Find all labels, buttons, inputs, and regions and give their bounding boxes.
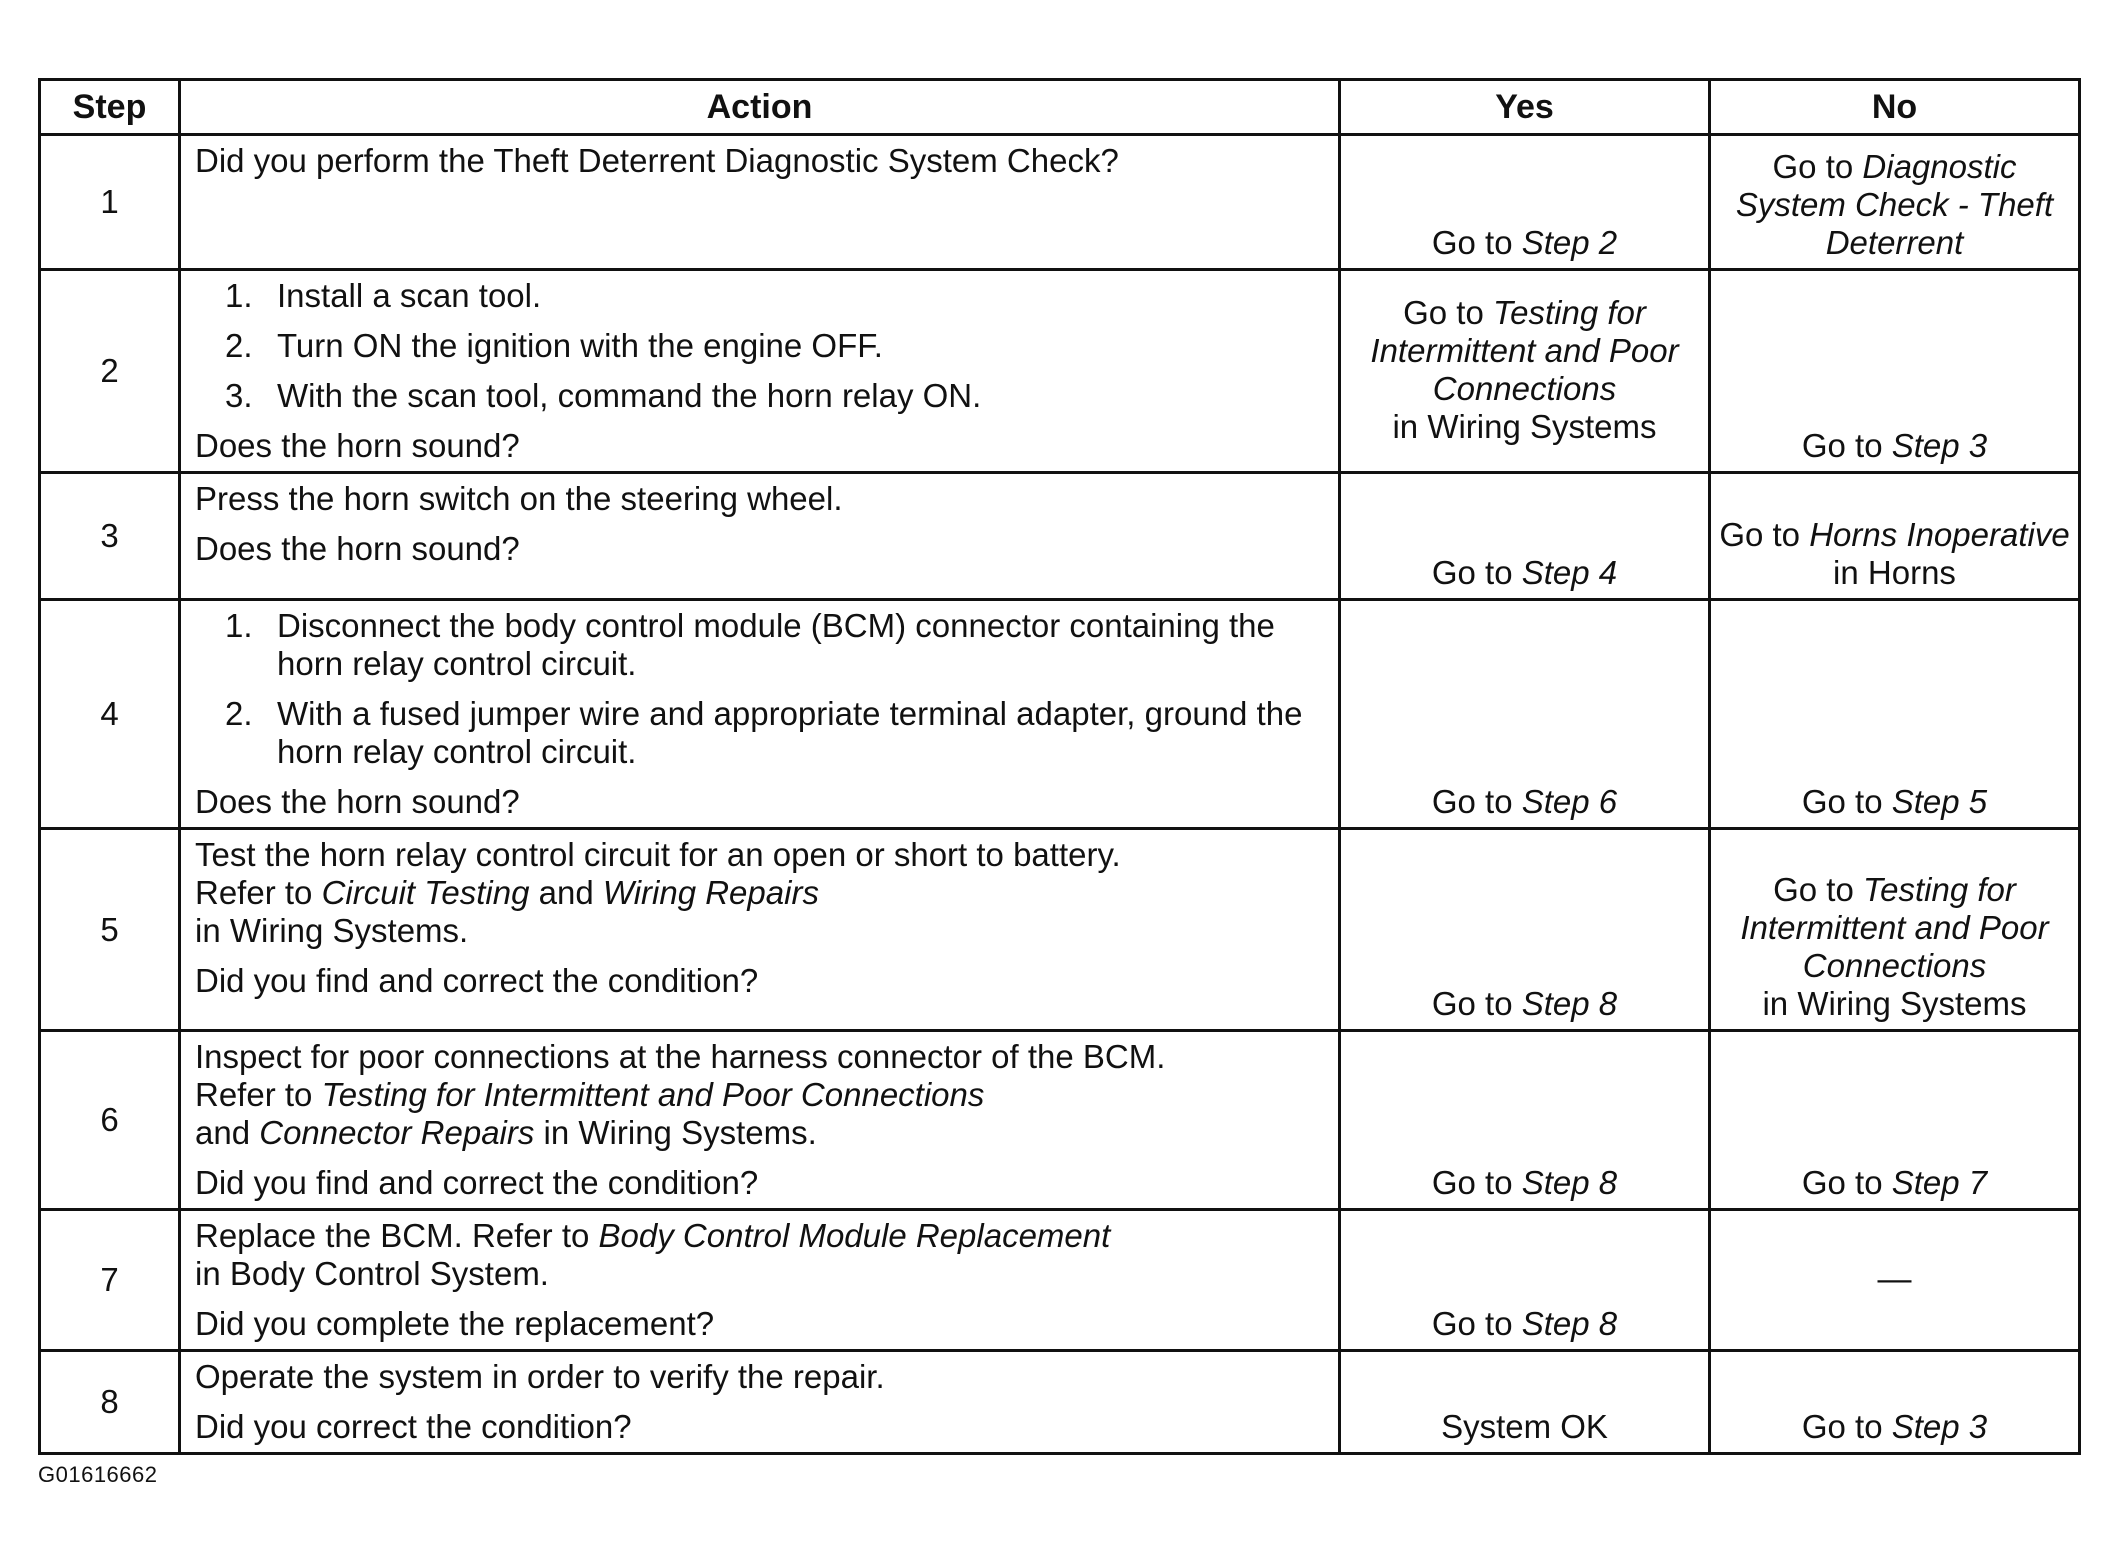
no-cell: [1710, 829, 2080, 1031]
no-suffix: in Wiring Systems: [1762, 985, 2027, 1022]
yes-prefix: Go to: [1431, 985, 1513, 1022]
action-link[interactable]: Wiring Repairs: [602, 874, 819, 911]
no-prefix: Go to: [1801, 1408, 1883, 1445]
step-number: 8: [40, 1351, 180, 1454]
no-prefix: Go to: [1773, 871, 1854, 908]
action-question: Did you perform the Theft Deterrent Diagnostic System Check?: [195, 142, 1119, 179]
yes-link[interactable]: Step 4: [1521, 554, 1618, 591]
substep-number: 3.: [225, 377, 253, 414]
no-cell: [1710, 1031, 2080, 1210]
action-cell: [180, 829, 1340, 1031]
header-yes: Yes: [1340, 80, 1710, 135]
table-header-row: [40, 80, 2080, 135]
table-row: [40, 473, 2080, 600]
action-cell: [180, 600, 1340, 829]
action-cell: [180, 473, 1340, 600]
action-question: Did you correct the condition?: [195, 1408, 632, 1445]
no-prefix: Go to: [1801, 783, 1883, 820]
no-cell: [1710, 135, 2080, 270]
yes-cell: [1340, 829, 1710, 1031]
action-question: Did you find and correct the condition?: [195, 962, 759, 999]
action-link[interactable]: Body Control Module Replacement: [598, 1217, 1111, 1254]
yes-prefix: Go to: [1431, 224, 1513, 261]
yes-link[interactable]: Testing for Intermittent and Poor Connections: [1370, 294, 1679, 407]
no-action-dash: —: [1877, 1260, 1912, 1298]
yes-cell: [1340, 1210, 1710, 1351]
header-step: Step: [40, 80, 180, 135]
no-link[interactable]: Step 7: [1891, 1164, 1988, 1201]
action-cell: [180, 135, 1340, 270]
action-text-main: Inspect for poor connections at the harness connector of the BCM.: [195, 1038, 1166, 1075]
substep-item: [195, 327, 1324, 365]
action-text: Operate the system in order to verify the repair.: [195, 1358, 885, 1395]
step-number: 6: [40, 1031, 180, 1210]
yes-link[interactable]: Step 8: [1521, 985, 1618, 1022]
header-no: No: [1710, 80, 2080, 135]
action-cell: [180, 1210, 1340, 1351]
no-link[interactable]: Testing for Intermittent and Poor Connections: [1740, 871, 2049, 984]
substep-text: Disconnect the body control module (BCM) connector containing the horn relay control circuit.: [277, 607, 1275, 682]
diagnostic-table: [38, 78, 2081, 1455]
action-suffix: in Body Control System.: [195, 1255, 549, 1292]
substep-item: [195, 377, 1324, 415]
action-refer: Refer to: [195, 874, 313, 911]
action-refer: Refer to: [195, 1076, 313, 1113]
action-cell: [180, 1031, 1340, 1210]
action-text: [195, 1217, 1324, 1293]
header-action: Action: [180, 80, 1340, 135]
action-question: Does the horn sound?: [195, 783, 520, 820]
action-link[interactable]: Testing for Intermittent and Poor Connections: [321, 1076, 985, 1113]
yes-cell: [1340, 135, 1710, 270]
no-link[interactable]: Step 5: [1891, 783, 1988, 820]
no-cell: [1710, 473, 2080, 600]
action-suffix: in Wiring Systems.: [195, 912, 469, 949]
substep-item: [195, 695, 1324, 771]
substep-text: Turn ON the ignition with the engine OFF.: [277, 327, 883, 364]
step-number: 1: [40, 135, 180, 270]
substep-text: With a fused jumper wire and appropriate terminal adapter, ground the horn relay control circuit.: [277, 695, 1303, 770]
table-row: [40, 135, 2080, 270]
no-prefix: Go to: [1801, 427, 1883, 464]
step-number: 5: [40, 829, 180, 1031]
action-text: Press the horn switch on the steering wheel.: [195, 480, 843, 517]
yes-cell: [1340, 270, 1710, 473]
yes-cell: [1340, 473, 1710, 600]
substep-number: 1.: [225, 277, 253, 314]
table-row: [40, 270, 2080, 473]
yes-cell: [1340, 1031, 1710, 1210]
substep-list: [195, 277, 1324, 415]
yes-cell: [1340, 1351, 1710, 1454]
no-link[interactable]: Step 3: [1891, 1408, 1988, 1445]
table-row: [40, 829, 2080, 1031]
action-link[interactable]: Circuit Testing: [321, 874, 530, 911]
step-number: 3: [40, 473, 180, 600]
action-cell: [180, 1351, 1340, 1454]
action-question: Does the horn sound?: [195, 530, 520, 567]
substep-list: [195, 607, 1324, 771]
no-prefix: Go to: [1719, 516, 1801, 553]
yes-link[interactable]: Step 8: [1521, 1305, 1618, 1342]
no-link[interactable]: Horns Inoperative: [1809, 516, 2070, 553]
substep-number: 2.: [225, 695, 253, 732]
substep-number: 1.: [225, 607, 253, 644]
no-cell: [1710, 1210, 2080, 1351]
table-row: [40, 1210, 2080, 1351]
action-text-main: Test the horn relay control circuit for an open or short to battery.: [195, 836, 1121, 873]
no-cell: [1710, 600, 2080, 829]
action-cell: [180, 270, 1340, 473]
no-cell: [1710, 270, 2080, 473]
substep-number: 2.: [225, 327, 253, 364]
yes-result: System OK: [1441, 1408, 1608, 1445]
yes-link[interactable]: Step 8: [1521, 1164, 1618, 1201]
step-number: 7: [40, 1210, 180, 1351]
no-prefix: Go to: [1801, 1164, 1883, 1201]
action-and: and: [538, 874, 594, 911]
substep-text: Install a scan tool.: [277, 277, 542, 314]
table-row: [40, 1031, 2080, 1210]
action-text: [195, 1038, 1324, 1152]
figure-code: G01616662: [38, 1462, 158, 1487]
yes-link[interactable]: Step 2: [1521, 224, 1618, 261]
table-row: [40, 1351, 2080, 1454]
step-number: 2: [40, 270, 180, 473]
no-suffix: in Horns: [1833, 554, 1956, 591]
no-prefix: Go to: [1772, 148, 1854, 185]
no-link[interactable]: Diagnostic System Check - Theft Deterrent: [1735, 148, 2054, 261]
yes-prefix: Go to: [1431, 783, 1513, 820]
action-text: [195, 836, 1324, 950]
no-link[interactable]: Step 3: [1891, 427, 1988, 464]
action-question: Did you complete the replacement?: [195, 1305, 715, 1342]
substep-item: [195, 277, 1324, 315]
yes-prefix: Go to: [1403, 294, 1484, 331]
action-question: Does the horn sound?: [195, 427, 520, 464]
yes-cell: [1340, 600, 1710, 829]
yes-prefix: Go to: [1431, 1305, 1513, 1342]
action-suffix: in Wiring Systems.: [543, 1114, 817, 1151]
step-number: 4: [40, 600, 180, 829]
substep-item: [195, 607, 1324, 683]
action-link[interactable]: Connector Repairs: [259, 1114, 535, 1151]
substep-text: With the scan tool, command the horn relay ON.: [277, 377, 982, 414]
no-cell: [1710, 1351, 2080, 1454]
action-and: and: [195, 1114, 251, 1151]
action-refer: Replace the BCM. Refer to: [195, 1217, 590, 1254]
action-question: Did you find and correct the condition?: [195, 1164, 759, 1201]
yes-prefix: Go to: [1431, 554, 1513, 591]
yes-prefix: Go to: [1431, 1164, 1513, 1201]
table-row: [40, 600, 2080, 829]
yes-link[interactable]: Step 6: [1521, 783, 1618, 820]
yes-suffix: in Wiring Systems: [1392, 408, 1657, 445]
